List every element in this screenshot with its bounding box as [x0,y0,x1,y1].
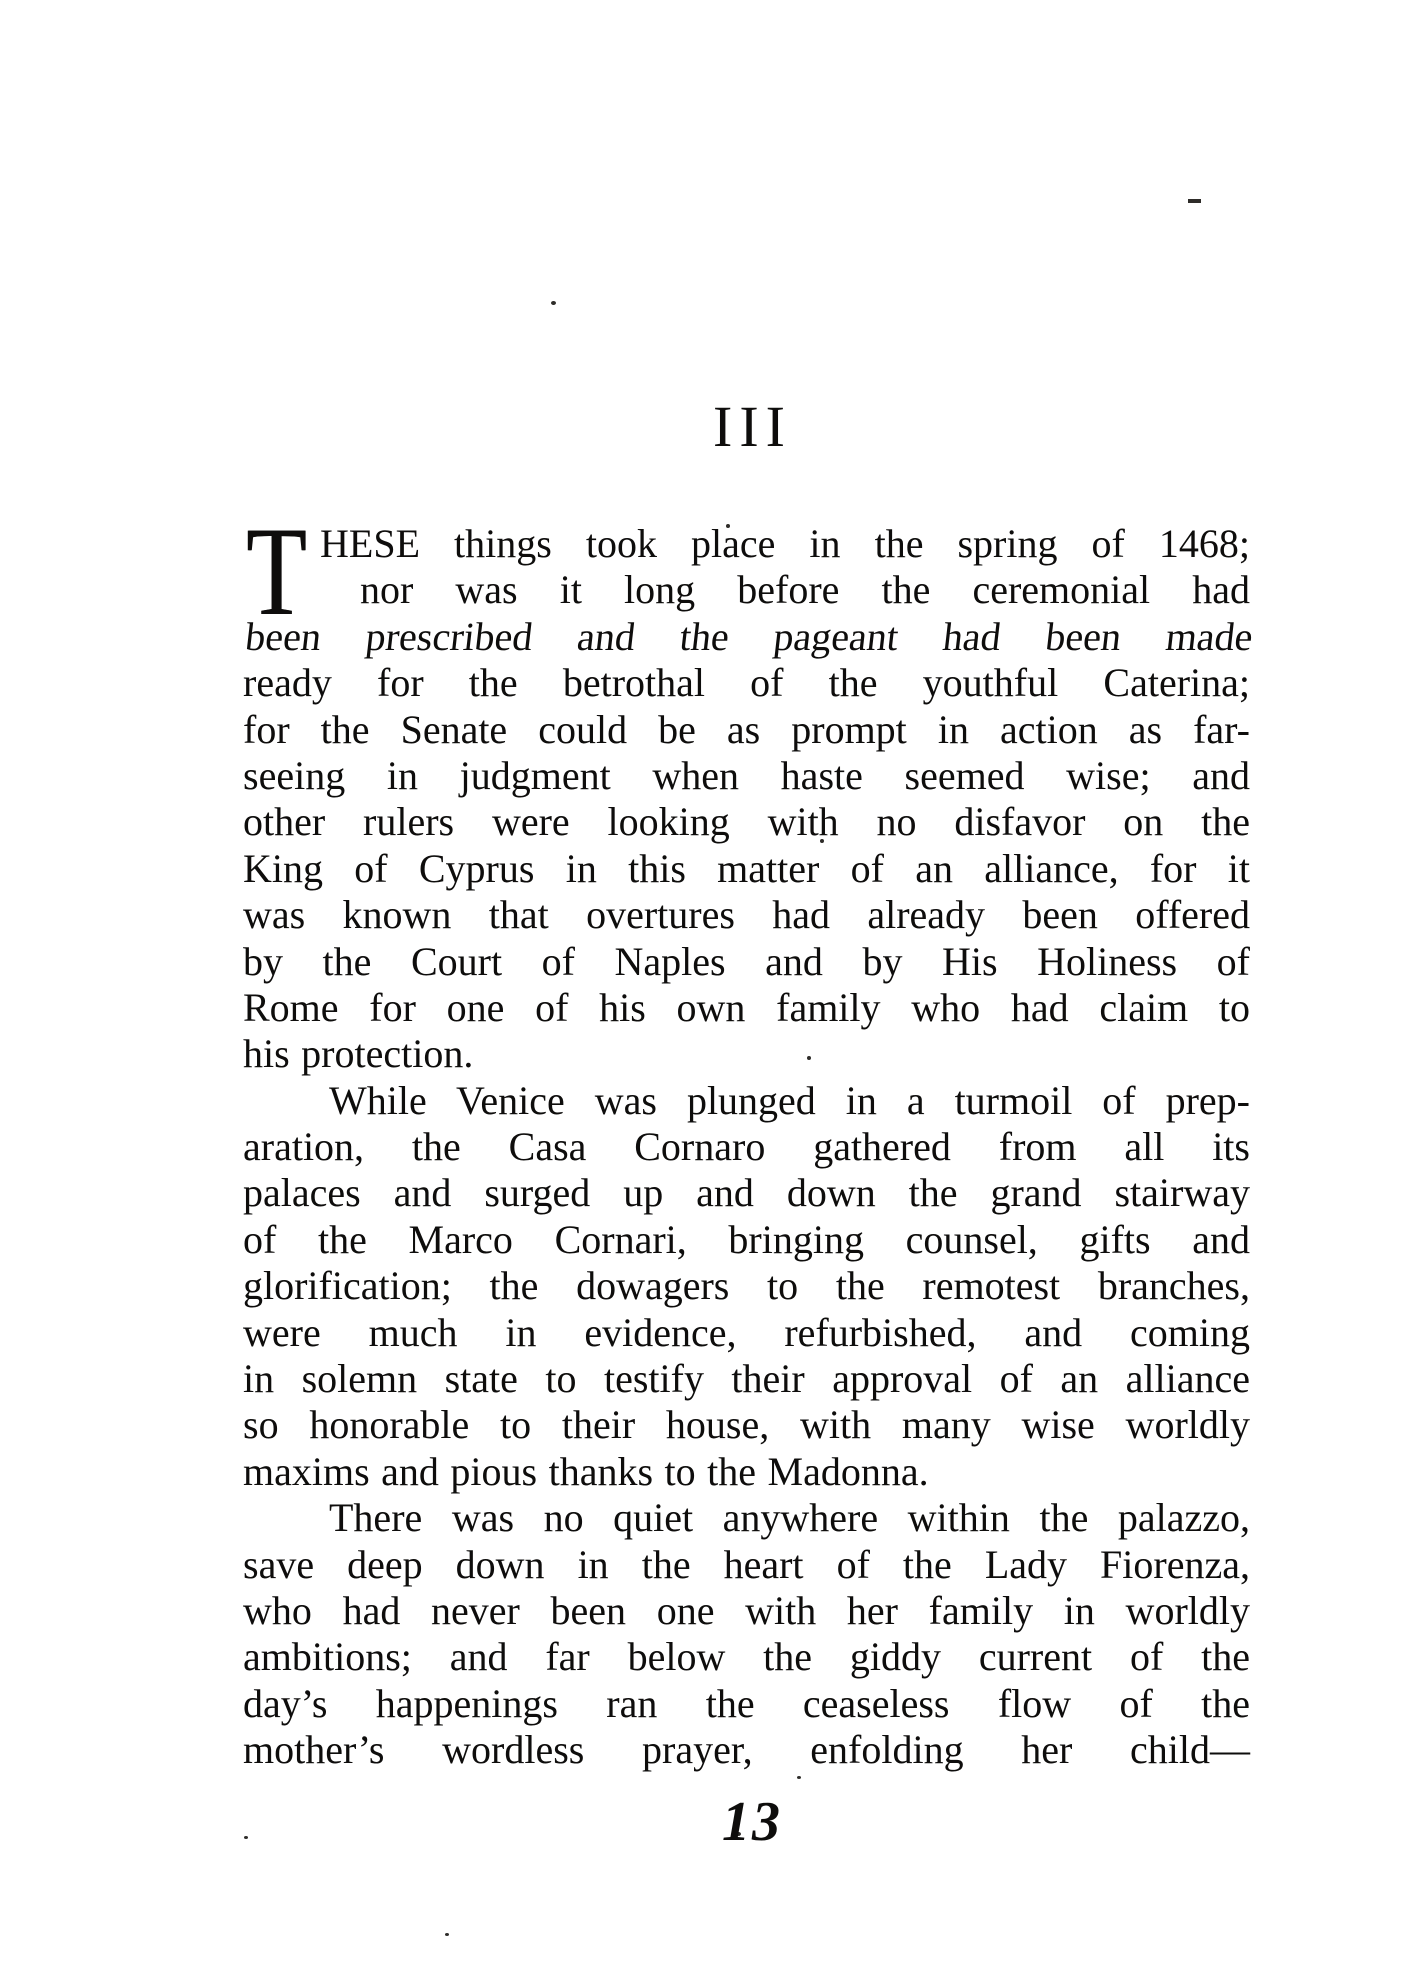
body-line: Rome for one of his own family who had claim to [243,984,1250,1030]
body-line: nor was it long before the ceremonial had [360,567,1250,613]
body-line: been prescribed and the pageant had been made [243,613,1256,659]
body-line: other rulers were looking with no disfavor on the [243,799,1250,845]
body-line: While Venice was plunged in a turmoil of prep- [329,1077,1250,1123]
body-line: was known that overtures had already been offered [243,892,1250,938]
body-line: ready for the betrothal of the youthful Caterina; [243,660,1250,706]
drop-cap: T [246,502,307,642]
body-line: maxims and pious thanks to the Madonna. [243,1448,929,1494]
body-line: of the Marco Cornari, bringing counsel, gifts and [243,1216,1250,1262]
body-line: his protection. [243,1031,474,1077]
body-line: glorification; the dowagers to the remotest branches, [243,1263,1250,1309]
ink-speck [797,1776,801,1779]
ink-speck [244,1836,248,1839]
body-line: There was no quiet anywhere within the palazzo, [329,1495,1250,1541]
page-number: 13 [722,1791,782,1853]
body-line: mother’s wordless prayer, enfolding her child— [243,1727,1250,1773]
body-line: ambitions; and far below the giddy current of the [243,1634,1250,1680]
ink-speck [551,301,556,305]
body-line: save deep down in the heart of the Lady Fiorenza, [243,1541,1250,1587]
body-line: HESE things took place in the spring of 1468; [320,521,1250,566]
body-text [243,521,1256,1774]
body-line: in solemn state to testify their approval of an alliance [243,1356,1250,1402]
body-line: day’s happenings ran the ceaseless flow of the [243,1680,1250,1726]
scan-artifact-dash [1188,199,1201,203]
ink-speck [445,1933,449,1936]
body-line: seeing in judgment when haste seemed wise; and [243,752,1250,798]
body-line: who had never been one with her family in worldly [243,1587,1250,1633]
body-line: were much in evidence, refurbished, and coming [243,1309,1250,1355]
body-line: palaces and surged up and down the grand stairway [243,1170,1250,1216]
body-line: so honorable to their house, with many wise worldly [243,1402,1250,1448]
body-line: King of Cyprus in this matter of an alliance, for it [243,845,1250,891]
body-line: aration, the Casa Cornaro gathered from all its [243,1124,1250,1170]
body-line: by the Court of Naples and by His Holiness of [243,938,1250,984]
chapter-heading: III [713,394,792,459]
body-line: for the Senate could be as prompt in action as far- [243,706,1250,752]
